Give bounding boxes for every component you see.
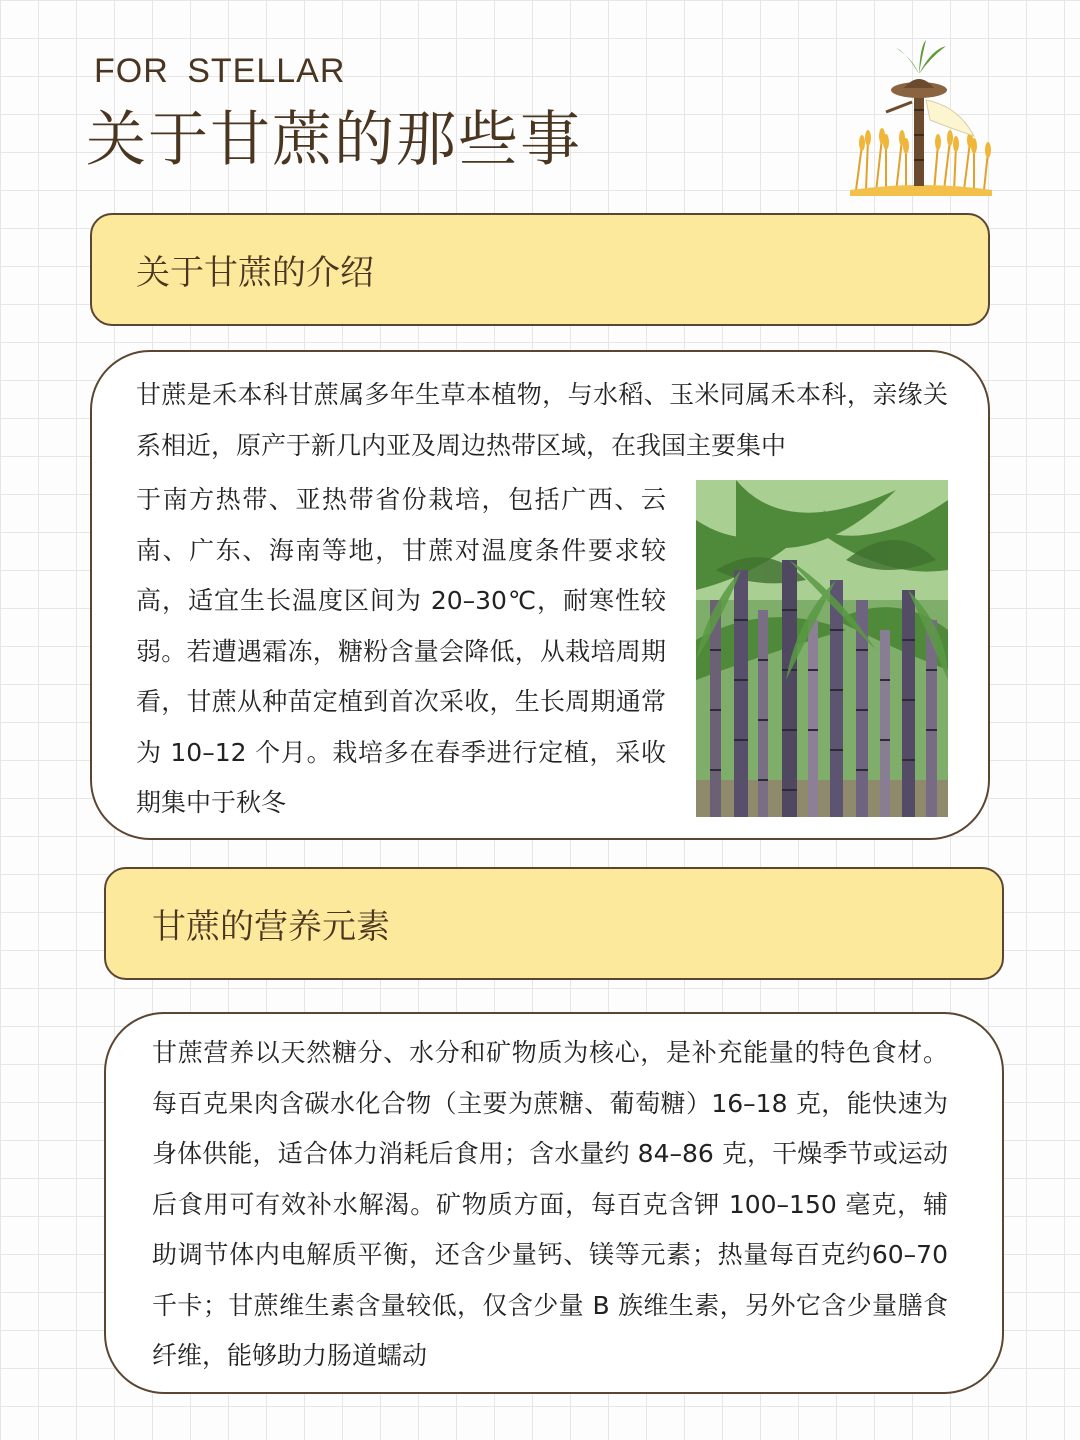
section-heading-label: 关于甘蔗的介绍 <box>136 253 374 293</box>
sugarcane-field-photo <box>696 480 948 817</box>
page-title: 关于甘蔗的那些事 <box>86 105 582 175</box>
nutrition-card <box>104 1012 1004 1394</box>
sugarcane-scarecrow-icon <box>846 40 996 198</box>
nutrition-paragraph: 甘蔗营养以天然糖分、水分和矿物质为核心，是补充能量的特色食材。每百克果肉含碳水化合物（主要为蔗糖、葡萄糖）16–18 克，能快速为身体供能，适合体力消耗后食用；含水量约 84–86 克，干燥季节或运动后食用可有效补水解渴。矿物质方面，每百克含钾 100–150 毫克，辅助调节体内电解质平衡，还含少量钙、镁等元素；热量每百克约60–70 千卡；甘蔗维生素含量较低，仅含少量 B 族维生素，另外它含少量膳食纤维，能够助力肠道蠕动 <box>152 1038 948 1370</box>
section-heading-intro <box>90 213 990 326</box>
section-heading-nutrition <box>104 867 1004 980</box>
section-heading-label: 甘蔗的营养元素 <box>152 907 390 947</box>
intro-paragraph-top: 甘蔗是禾本科甘蔗属多年生草本植物，与水稻、玉米同属禾本科，亲缘关系相近，原产于新几内亚及周边热带区域，在我国主要集中 <box>136 380 948 460</box>
intro-paragraph-wrap: 于南方热带、亚热带省份栽培，包括广西、云南、广东、海南等地，甘蔗对温度条件要求较高，适宜生长温度区间为 20–30℃，耐寒性较弱。若遭遇霜冻，糖粉含量会降低，从栽培周期看，甘蔗从种苗定植到首次采收，生长周期通常为 10–12 个月。栽培多在春季进行定植，采收期集中于秋冬 <box>136 485 666 817</box>
page-eyebrow: FOR STELLAR <box>94 52 346 90</box>
intro-card <box>90 350 990 840</box>
